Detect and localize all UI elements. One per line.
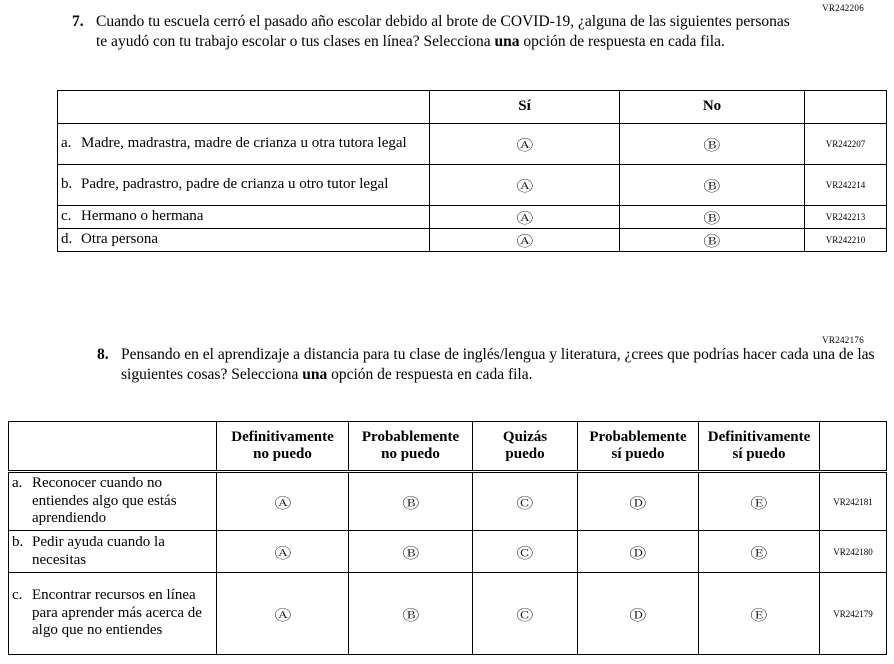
q7-row-c-option-B[interactable]: [620, 206, 805, 229]
q8-row-c-bubble-B[interactable]: Ⓑ: [402, 607, 419, 624]
q8-header-row: [9, 422, 887, 472]
q8-col-2-line-1: Quizás: [502, 428, 548, 445]
form-code-q8: VR242176: [822, 335, 864, 345]
q7-row-a-option-B[interactable]: [620, 124, 805, 165]
question-8-text-post: opción de respuesta en cada fila.: [327, 366, 533, 384]
q7-header-row: [58, 91, 887, 124]
q7-row-a-option-A[interactable]: [430, 124, 620, 165]
q7-row-a: [58, 124, 887, 165]
q8-row-c: [9, 573, 887, 655]
q8-row-b-option-A[interactable]: [217, 531, 349, 573]
q8-row-c-label: c.: [12, 587, 23, 604]
q8-row-b-option-D[interactable]: [578, 531, 699, 573]
q7-row-c-text: Hermano o hermana: [81, 208, 204, 225]
q8-row-b-option-B[interactable]: [349, 531, 473, 573]
q7-row-d-text: Otra persona: [81, 231, 159, 248]
q7-row-a-bubble-B[interactable]: Ⓑ: [703, 138, 721, 154]
q7-row-d-stub: [58, 229, 430, 252]
q8-row-c-bubble-A[interactable]: Ⓐ: [274, 607, 291, 624]
q7-header-empty: [58, 91, 430, 124]
q7-row-a-stub: [58, 124, 430, 165]
q8-row-b-bubble-C[interactable]: Ⓒ: [516, 545, 534, 562]
q7-row-a-label: a.: [61, 135, 72, 152]
q8-header-code-empty: [820, 422, 887, 472]
q8-col-3-line-2: sí puedo: [611, 446, 665, 462]
question-8-bold-una: una: [302, 366, 328, 384]
q8-col-1-line-1: Probablemente: [361, 428, 460, 445]
question-7-text-post: opción de respuesta en cada fila.: [519, 33, 725, 51]
q8-row-a-bubble-E[interactable]: Ⓔ: [750, 495, 768, 512]
q7-row-c-stub: [58, 206, 430, 229]
form-code-q7: VR242206: [822, 3, 864, 13]
q8-row-b-bubble-B[interactable]: Ⓑ: [402, 545, 419, 562]
q8-row-c-option-D[interactable]: [578, 573, 699, 655]
q8-row-a: [9, 472, 887, 531]
question-8-text: [121, 345, 883, 385]
q8-col-1-line-2: no puedo: [381, 446, 440, 462]
q7-row-b-bubble-A[interactable]: Ⓐ: [516, 179, 533, 195]
q8-col-probablemente-si: [578, 422, 699, 472]
q8-row-a-bubble-D[interactable]: Ⓓ: [629, 495, 647, 512]
question-7-text-pre: Cuando tu escuela cerró el pasado año escolar debido al brote de COVID-19, ¿alguna de las siguientes personas te ayudó con tu trabajo escolar o tus clases en línea? Selecciona: [96, 13, 790, 51]
question-8-number: 8.: [97, 346, 109, 363]
q8-col-probablemente-no: [349, 422, 473, 472]
q7-row-b-stub: [58, 165, 430, 206]
q8-row-c-option-A[interactable]: [217, 573, 349, 655]
q7-row-d-bubble-B[interactable]: Ⓑ: [703, 234, 721, 250]
q8-row-b-code: VR242180: [820, 531, 887, 573]
q8-row-b-text: Pedir ayuda cuando la necesitas: [32, 533, 165, 568]
q8-row-c-bubble-C[interactable]: Ⓒ: [516, 607, 534, 624]
q7-row-d: [58, 229, 887, 252]
q8-col-0-line-2: no puedo: [253, 446, 312, 462]
q8-header-empty: [9, 422, 217, 472]
q8-row-c-text: Encontrar recursos en línea para aprender más acerca de algo que no entiendes: [32, 587, 202, 639]
q8-row-a-stub: [9, 472, 217, 531]
q8-row-a-bubble-B[interactable]: Ⓑ: [402, 495, 419, 512]
q8-row-a-option-A[interactable]: [217, 472, 349, 531]
question-7-bold-una: una: [494, 33, 520, 51]
q7-row-a-bubble-A[interactable]: Ⓐ: [516, 138, 533, 154]
q7-row-d-option-A[interactable]: [430, 229, 620, 252]
q8-row-b: [9, 531, 887, 573]
q8-row-b-bubble-E[interactable]: Ⓔ: [750, 545, 768, 562]
question-7: [72, 12, 796, 52]
q7-row-d-bubble-A[interactable]: Ⓐ: [516, 234, 533, 250]
q8-row-c-option-C[interactable]: [473, 573, 578, 655]
q8-row-b-bubble-A[interactable]: Ⓐ: [274, 545, 291, 562]
q7-row-b-option-A[interactable]: [430, 165, 620, 206]
question-7-number: 7.: [72, 13, 84, 30]
q8-row-b-bubble-D[interactable]: Ⓓ: [629, 545, 647, 562]
q8-col-4-line-1: Definitivamente: [707, 428, 811, 445]
question-8-text-pre: Pensando en el aprendizaje a distancia para tu clase de inglés/lengua y literatura, ¿crees que podrías hacer cada una de las siguientes cosas? Selecciona: [121, 346, 875, 384]
q7-row-c-label: c.: [61, 208, 72, 225]
q7-row-c: [58, 206, 887, 229]
q8-row-a-bubble-A[interactable]: Ⓐ: [274, 495, 291, 512]
q7-row-d-label: d.: [61, 231, 73, 248]
q8-row-a-option-C[interactable]: [473, 472, 578, 531]
q7-row-b: [58, 165, 887, 206]
q8-row-b-label: b.: [12, 533, 24, 550]
q7-row-b-option-B[interactable]: [620, 165, 805, 206]
q7-response-table: [57, 90, 887, 252]
q7-row-b-label: b.: [61, 176, 73, 193]
q8-col-0-line-1: Definitivamente: [231, 428, 334, 445]
question-7-text: [96, 12, 796, 52]
q7-col-si: Sí: [430, 91, 620, 124]
question-8: [97, 345, 887, 385]
q7-row-c-bubble-A[interactable]: Ⓐ: [516, 211, 533, 227]
q8-row-b-option-E[interactable]: [699, 531, 820, 573]
q8-col-definitivamente-si: [699, 422, 820, 472]
q7-row-b-bubble-B[interactable]: Ⓑ: [703, 179, 721, 195]
q8-col-3-line-1: Probablemente: [589, 428, 687, 445]
q8-row-a-option-B[interactable]: [349, 472, 473, 531]
q8-row-a-option-E[interactable]: [699, 472, 820, 531]
q7-row-a-text: Madre, madrastra, madre de crianza u otra tutora legal: [81, 135, 407, 152]
q7-row-b-text: Padre, padrastro, padre de crianza u otro tutor legal: [81, 176, 389, 193]
q8-col-2-line-2: puedo: [505, 446, 545, 462]
q7-row-c-bubble-B[interactable]: Ⓑ: [703, 211, 721, 227]
q8-row-c-bubble-D[interactable]: Ⓓ: [629, 607, 647, 624]
q7-row-c-option-A[interactable]: [430, 206, 620, 229]
q7-row-b-code: VR242214: [805, 165, 887, 206]
q8-row-c-bubble-E[interactable]: Ⓔ: [750, 607, 768, 624]
q8-row-c-option-B[interactable]: [349, 573, 473, 655]
q7-row-d-code: VR242210: [805, 229, 887, 252]
q8-row-a-code: VR242181: [820, 472, 887, 531]
q8-col-4-line-2: sí puedo: [732, 446, 786, 462]
q7-header-code-empty: [805, 91, 887, 124]
q8-row-c-option-E[interactable]: [699, 573, 820, 655]
q8-col-quizas: [473, 422, 578, 472]
q7-col-no: No: [620, 91, 805, 124]
q8-row-c-stub: [9, 573, 217, 655]
q7-row-a-code: VR242207: [805, 124, 887, 165]
q8-row-a-bubble-C[interactable]: Ⓒ: [516, 495, 534, 512]
q8-row-a-text: Reconocer cuando no entiendes algo que estás aprendiendo: [32, 475, 177, 527]
q8-col-definitivamente-no: [217, 422, 349, 472]
q8-row-a-option-D[interactable]: [578, 472, 699, 531]
q8-row-b-stub: [9, 531, 217, 573]
q8-row-c-code: VR242179: [820, 573, 887, 655]
q8-row-b-option-C[interactable]: [473, 531, 578, 573]
q7-row-c-code: VR242213: [805, 206, 887, 229]
q8-response-table: [8, 421, 887, 655]
q8-row-a-label: a.: [12, 475, 23, 491]
q7-row-d-option-B[interactable]: [620, 229, 805, 252]
